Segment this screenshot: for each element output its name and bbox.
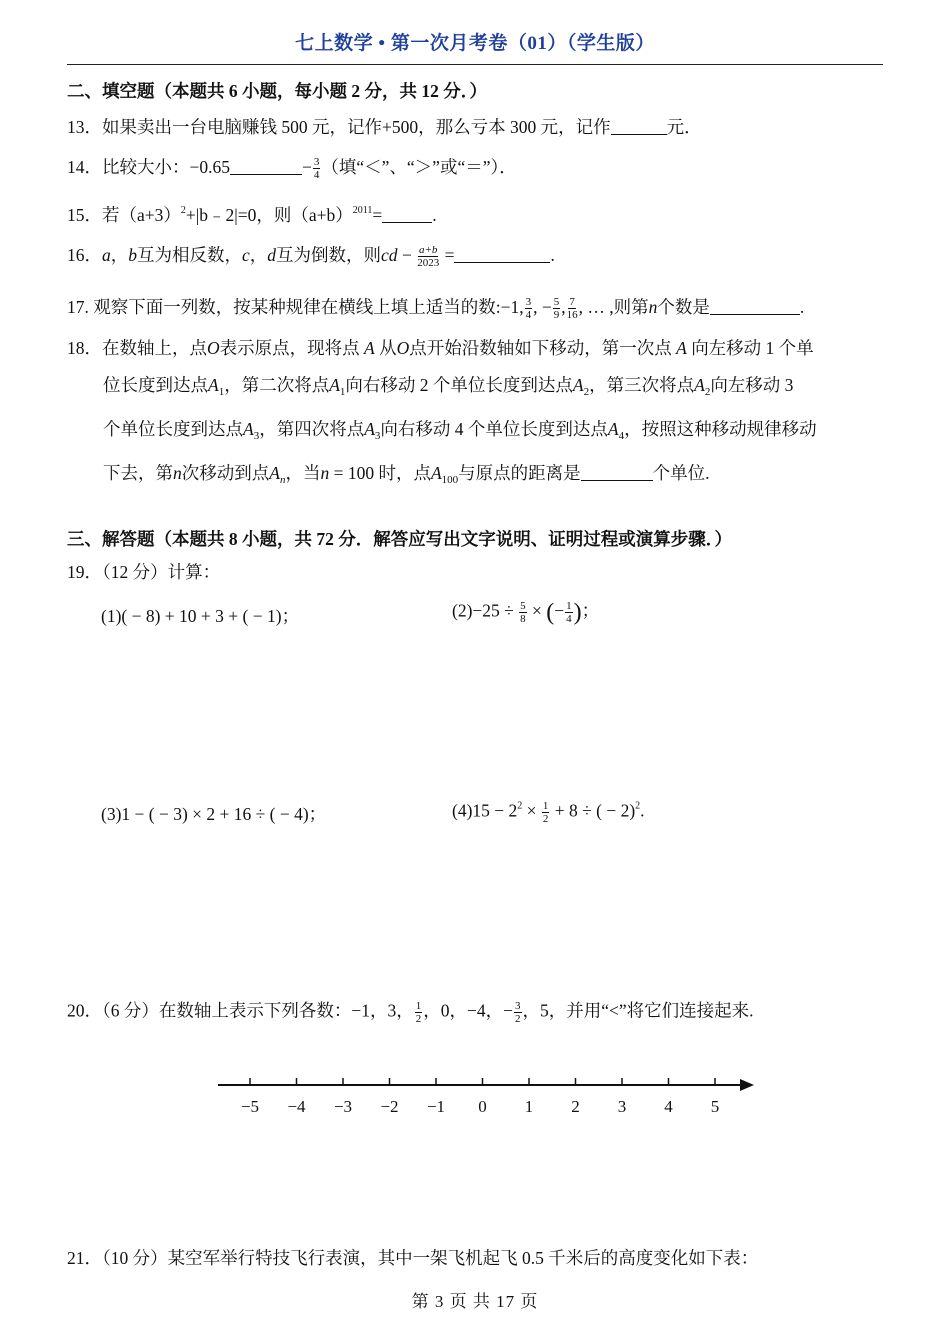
- q18-A2-b: A: [694, 375, 705, 395]
- q18-l2-a: 位长度到达点: [103, 375, 208, 395]
- q16-var-d: d: [267, 245, 277, 265]
- q19-p2-rparen: ): [573, 599, 582, 626]
- q18-l4-a: 下去，第: [103, 463, 173, 483]
- q16-cd: cd: [381, 245, 398, 265]
- q18-var-O: O: [207, 338, 220, 358]
- q17-seq-c: ,: [561, 297, 566, 317]
- section-heading-fill-blank: 二、填空题（本题共 6 小题，每小题 2 分，共 12 分．）: [67, 81, 487, 101]
- q18-A1-b: A: [329, 375, 340, 395]
- q18-A3: A: [243, 419, 254, 439]
- number-line-tick-label: −5: [240, 1097, 260, 1116]
- q17-f1-den: 4: [525, 309, 532, 322]
- question-15: [67, 204, 437, 225]
- q19-p4-b: ×: [522, 800, 541, 821]
- q17-text-b: 个数是: [657, 297, 710, 317]
- q19-p2-fraction-2: [565, 600, 573, 625]
- q15-answer-blank[interactable]: [382, 204, 432, 223]
- q17-f2-num: 5: [553, 296, 560, 309]
- q16-t1: 互为相反数，: [137, 245, 242, 265]
- q18-l4-b: 次移动到点: [181, 463, 270, 483]
- q18-l3-a: 个单位长度到达点: [103, 419, 243, 439]
- q18-A4: A: [607, 419, 619, 439]
- q18-A1: A: [208, 375, 219, 395]
- q13-text: 13．如果卖出一台电脑赚钱 500 元，记作+500，那么亏本 300 元，记作: [67, 117, 611, 137]
- q19-p2-lparen: (: [546, 599, 555, 626]
- number-line-tick-label: 0: [478, 1097, 487, 1116]
- q18-var-O-2: O: [396, 338, 410, 358]
- q18-var-A: A: [364, 338, 375, 358]
- q18-l4-f: 个单位.: [652, 463, 710, 483]
- q19-part-3: (3)1 − ( − 3) × 2 + 16 ÷ ( − 4)；: [101, 804, 327, 824]
- q18-An: A: [269, 463, 280, 483]
- number-line-tick-label: 2: [571, 1097, 580, 1116]
- q18-l4-d: = 100 时，点: [329, 463, 431, 483]
- q18-A100-sub: 100: [441, 474, 459, 486]
- q18-A3-sub: 3: [253, 430, 260, 442]
- q17-answer-blank[interactable]: [710, 296, 800, 315]
- header-divider: [67, 64, 883, 65]
- q19-p4-fraction: [542, 800, 550, 825]
- q19-p2-neg: −: [554, 600, 565, 621]
- q16-sep2: ，: [249, 245, 268, 265]
- q19-p4-fnum: 1: [542, 800, 549, 812]
- q17-seq-d: , … ,则第: [578, 297, 649, 317]
- number-line-tick-label: 3: [617, 1097, 627, 1116]
- question-17: [67, 296, 804, 322]
- q16-frac-den: 2023: [417, 257, 440, 270]
- q18-l1-c: 从: [374, 338, 397, 358]
- q18-A100: A: [430, 463, 442, 483]
- q17-seq-b: , −: [533, 297, 552, 317]
- q18-A2: A: [572, 375, 584, 395]
- q19-p4-sup2: 2: [635, 800, 641, 812]
- q18-l2-b: ，第二次将点: [224, 375, 330, 395]
- q18-A4-sub: 4: [618, 430, 625, 442]
- q16-var-c: c: [242, 245, 250, 265]
- q19-part-2: [452, 600, 599, 625]
- question-20: [67, 1000, 754, 1025]
- q16-frac-num: a+b: [418, 244, 438, 257]
- q14-frac-den: 4: [313, 169, 320, 182]
- q15-exponent-2011: 2011: [352, 205, 373, 216]
- q15-exponent: 2: [180, 205, 186, 216]
- q20-f1-num: 1: [415, 1000, 422, 1012]
- q15-eq: =: [372, 205, 383, 225]
- q16-minus: −: [397, 245, 417, 265]
- q13-suffix: 元．: [666, 117, 702, 137]
- number-line-tick-label: 1: [524, 1097, 534, 1116]
- number-line-tick-label: −2: [380, 1097, 399, 1116]
- q20-fraction-2: [514, 1000, 522, 1025]
- q17-seq-a: −1,: [500, 297, 524, 317]
- q15-text: 15．若（a+3）: [67, 205, 181, 225]
- q16-fraction: [417, 244, 439, 269]
- q19-p4-fden: 2: [542, 813, 549, 826]
- q17-fraction-3: [567, 296, 578, 321]
- q18-l1-e: 向左移动 1 个单: [686, 338, 814, 358]
- q16-sep1: ，: [110, 245, 129, 265]
- q18-l1-d: 点开始沿数轴如下移动，第一次点: [409, 338, 677, 358]
- q13-answer-blank[interactable]: [611, 116, 667, 135]
- q18-answer-blank[interactable]: [581, 462, 653, 481]
- q19-title: 19．（12 分）计算：: [67, 562, 221, 582]
- q19-p2-fnum: 5: [520, 600, 526, 612]
- number-line-arrow-icon: [740, 1079, 754, 1091]
- q18-A1-sub: 1: [218, 386, 225, 398]
- q16-var-a: a: [102, 245, 111, 265]
- q16-num: 16．: [67, 245, 102, 265]
- q18-var-n: n: [173, 463, 182, 483]
- q18-A3-b: A: [364, 419, 375, 439]
- page-footer: 第 3 页 共 17 页: [411, 1292, 539, 1311]
- q19-p4-d: .: [640, 800, 645, 821]
- q19-p2-b: ×: [527, 600, 547, 621]
- q19-p4-a: (4)15 − 2: [452, 800, 518, 821]
- q14-fraction: [313, 156, 321, 181]
- q18-l3-b: ，第四次将点: [259, 419, 365, 439]
- q18-line-4: [67, 455, 897, 499]
- number-line-tick-label: −3: [333, 1097, 353, 1116]
- q14-text: 14．比较大小：−0.65: [67, 157, 230, 177]
- q17-fraction-2: [553, 296, 561, 321]
- q20-text-c: ，5，并用“<”将它们连接起来.: [522, 1000, 754, 1021]
- q18-A1-b-sub: 1: [339, 386, 346, 398]
- q18-l2-d: ，第三次将点: [589, 375, 695, 395]
- q19-p4-c: + 8 ÷ ( − 2): [550, 800, 636, 821]
- q17-end: .: [799, 297, 805, 317]
- q19-p2-fraction: [519, 600, 527, 625]
- q15-text-b: +|b﹣2|=0，则（a+b）: [185, 205, 353, 225]
- q14-minus: −: [302, 157, 312, 177]
- q17-f3-num: 7: [569, 296, 575, 309]
- q18-l2-e: 向左移动 3: [710, 375, 794, 395]
- question-21: 21．（10 分）某空军举行特技飞行表演，其中一架飞机起飞 0.5 千米后的高度变化如下表：: [67, 1248, 759, 1268]
- q15-end: .: [432, 205, 437, 225]
- question-13: [67, 116, 702, 137]
- q19-p2-f2num: 1: [566, 600, 572, 612]
- q17-f3-den: 16: [566, 309, 578, 322]
- q19-p2-c: ；: [581, 600, 600, 621]
- page-header-title: 七上数学 • 第一次月考卷（01）（学生版）: [295, 33, 655, 54]
- q19-part-1: (1)( − 8) + 10 + 3 + ( − 1)；: [101, 606, 300, 626]
- q17-f2-den: 9: [553, 309, 560, 322]
- q19-p2-fden: 8: [520, 613, 526, 626]
- q14-hint: （填“＜”、“＞”或“＝”）．: [321, 157, 517, 177]
- q16-eq: =: [440, 245, 455, 265]
- q16-end: .: [550, 245, 555, 265]
- q16-t2: 互为倒数，则: [276, 245, 382, 265]
- q18-line-3: [67, 411, 897, 455]
- q20-f1-den: 2: [415, 1013, 422, 1026]
- q18-A3-b-sub: 3: [374, 430, 381, 442]
- q19-p2-f2den: 4: [566, 613, 572, 626]
- q20-f2-num: 3: [515, 1000, 521, 1012]
- q20-text-b: ，0，−4，−: [423, 1000, 513, 1021]
- q18-A2-sub: 2: [583, 386, 590, 398]
- q18-var-n-2: n: [320, 463, 330, 483]
- q18-An-sub: n: [279, 474, 286, 486]
- number-line: [210, 1070, 770, 1130]
- q17-text: 17. 观察下面一列数，按某种规律在横线上填上适当的数:: [67, 297, 501, 317]
- q18-l1-a: 18．在数轴上，点: [67, 338, 207, 358]
- q17-fraction-1: [525, 296, 533, 321]
- number-line-tick-label: 5: [710, 1097, 720, 1116]
- q18-line-2: [67, 367, 897, 411]
- number-line-tick-label: −1: [426, 1097, 446, 1116]
- section-heading-solve: 三、解答题（本题共 8 小题，共 72 分．解答应写出文字说明、证明过程或演算步骤．）: [67, 529, 732, 549]
- q18-l4-c: ，当: [285, 463, 321, 483]
- q14-answer-blank[interactable]: [230, 156, 302, 175]
- question-14: [67, 156, 517, 182]
- q18-l2-c: 向右移动 2 个单位长度到达点: [345, 375, 573, 395]
- q18-l1-b: 表示原点，现将点: [219, 338, 365, 358]
- q18-l3-d: ，按照这种移动规律移动: [624, 419, 817, 439]
- q18-l4-e: 与原点的距离是: [458, 463, 581, 483]
- q19-part-4: [452, 800, 645, 825]
- number-line-tick-label: −4: [287, 1097, 306, 1116]
- q17-var-n: n: [648, 297, 658, 317]
- q18-A2-b-sub: 2: [704, 386, 711, 398]
- q14-frac-num: 3: [313, 156, 320, 169]
- question-16: [67, 244, 555, 270]
- q20-f2-den: 2: [515, 1013, 521, 1026]
- q20-text-a: 20．（6 分）在数轴上表示下列各数：−1，3，: [67, 1000, 414, 1021]
- q19-p2-a: (2)−25 ÷: [452, 600, 519, 621]
- q16-answer-blank[interactable]: [454, 244, 550, 263]
- q19-p4-sup: 2: [517, 800, 523, 812]
- q18-l3-c: 向右移动 4 个单位长度到达点: [380, 419, 608, 439]
- q18-var-A-2: A: [676, 338, 687, 358]
- q17-f1-num: 3: [525, 296, 532, 309]
- number-line-tick-label: 4: [664, 1097, 673, 1116]
- q16-var-b: b: [128, 245, 137, 265]
- q18-line-1: [67, 330, 897, 367]
- q20-fraction-1: [415, 1000, 423, 1025]
- question-18: [67, 330, 897, 499]
